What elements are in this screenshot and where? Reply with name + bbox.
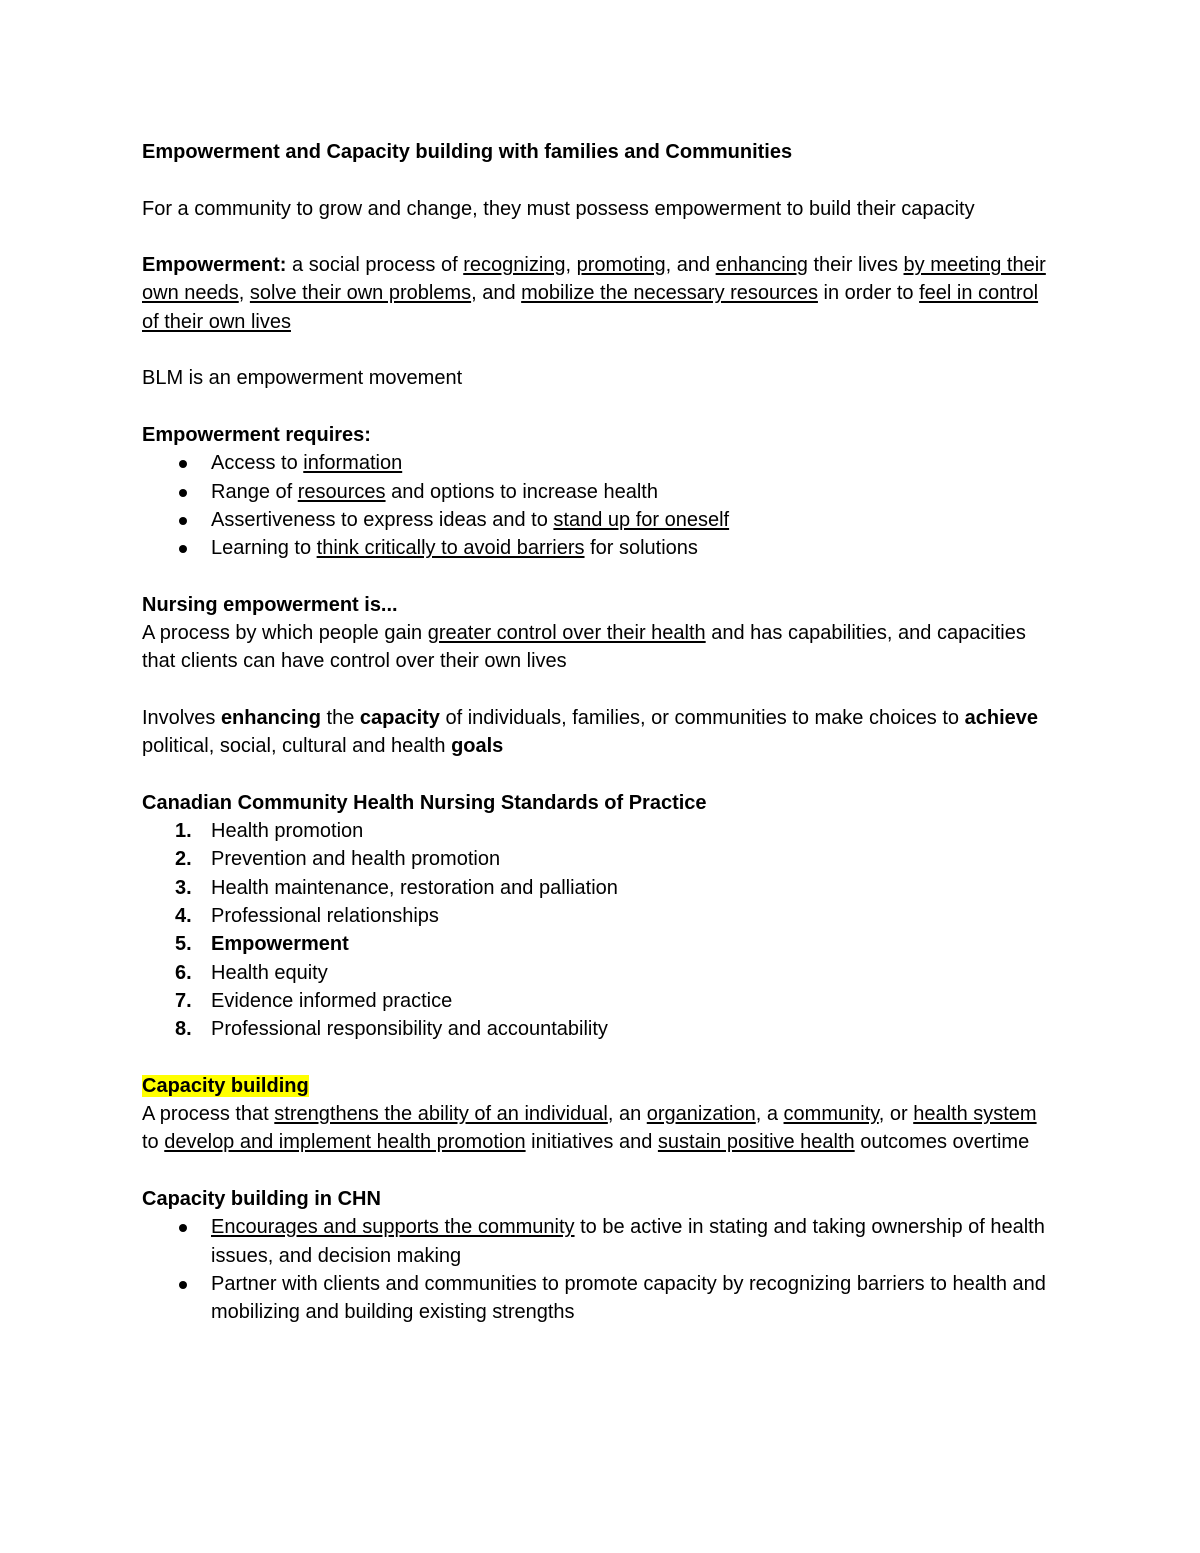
item-number: 1. xyxy=(175,820,192,843)
def-text: , and xyxy=(665,254,716,277)
para-underlined: greater control over their health xyxy=(427,622,706,645)
def-text: , xyxy=(565,254,577,277)
document-title: Empowerment and Capacity building with families and Communities xyxy=(142,141,793,163)
para-bold: capacity xyxy=(359,706,440,729)
spacer xyxy=(142,393,1052,421)
para-text: , a xyxy=(755,1103,784,1126)
item-text: to be active in stating and taking ownership of health issues, and decision making xyxy=(211,1216,1045,1267)
def-text: a social process of xyxy=(286,254,464,277)
item-underlined: Encourages and supports the community xyxy=(211,1216,575,1239)
para-underlined: strengthens the ability of an individual xyxy=(274,1103,608,1126)
spacer xyxy=(142,1157,1052,1185)
list-item xyxy=(142,902,1052,930)
list-item xyxy=(142,478,1052,506)
item-text: Assertiveness to express ideas and to xyxy=(211,508,554,531)
item-number: 7. xyxy=(175,989,192,1012)
item-underlined: think critically to avoid barriers xyxy=(316,537,585,560)
highlighted-heading: Capacity building xyxy=(142,1074,309,1097)
spacer xyxy=(142,223,1052,251)
chn-list xyxy=(142,1213,1052,1326)
list-item xyxy=(142,987,1052,1015)
para-underlined: health system xyxy=(913,1103,1037,1126)
chn-heading: Capacity building in CHN xyxy=(142,1187,381,1210)
item-text: and options to increase health xyxy=(385,480,658,503)
requires-list xyxy=(142,449,1052,562)
item-number: 8. xyxy=(175,1018,192,1041)
list-item xyxy=(142,817,1052,845)
item-number: 3. xyxy=(175,876,192,899)
capacity-paragraph xyxy=(142,1100,1052,1157)
list-item xyxy=(142,534,1052,562)
para-text: of individuals, families, or communities to make choices to xyxy=(439,706,965,729)
standards-heading: Canadian Community Health Nursing Standards of Practice xyxy=(142,791,707,814)
item-text: Range of xyxy=(211,480,298,503)
item-underlined: stand up for oneself xyxy=(553,508,730,531)
item-label: Prevention and health promotion xyxy=(211,848,501,871)
para-text: and has capabilities, and capacities that clients can have control over their own lives xyxy=(142,622,1026,673)
para-text: , an xyxy=(607,1103,647,1126)
spacer xyxy=(142,336,1052,364)
list-item xyxy=(142,449,1052,477)
para-text: outcomes overtime xyxy=(854,1131,1030,1154)
list-item xyxy=(142,1213,1052,1270)
item-label: Evidence informed practice xyxy=(211,989,453,1012)
spacer xyxy=(142,1044,1052,1072)
para-text: Involves xyxy=(142,706,221,729)
spacer xyxy=(142,166,1052,194)
spacer xyxy=(142,761,1052,789)
item-number: 6. xyxy=(175,961,192,984)
list-item xyxy=(142,845,1052,873)
list-item xyxy=(142,874,1052,902)
def-text: , xyxy=(238,282,250,305)
para-text: A process by which people gain xyxy=(142,622,428,645)
list-item xyxy=(142,959,1052,987)
para-text: the xyxy=(320,706,360,729)
item-label: Professional responsibility and accountability xyxy=(211,1018,608,1041)
blm-paragraph: BLM is an empowerment movement xyxy=(142,367,463,390)
def-underlined: recognizing xyxy=(463,254,566,277)
empowerment-definition xyxy=(142,251,1052,336)
nursing-paragraph xyxy=(142,619,1052,676)
item-text: Access to xyxy=(211,452,304,475)
list-item xyxy=(142,506,1052,534)
def-underlined: by meeting their own needs xyxy=(142,254,1046,305)
def-underlined: mobilize the necessary resources xyxy=(521,282,818,305)
nursing-heading: Nursing empowerment is... xyxy=(142,593,398,616)
def-underlined: enhancing xyxy=(715,254,808,277)
def-text: in order to xyxy=(817,282,920,305)
para-bold: goals xyxy=(451,735,504,758)
para-bold: achieve xyxy=(964,706,1038,729)
item-number: 2. xyxy=(175,848,192,871)
spacer xyxy=(142,562,1052,590)
item-text: for solutions xyxy=(584,537,698,560)
spacer xyxy=(142,676,1052,704)
item-underlined: information xyxy=(303,452,403,475)
para-text: , or xyxy=(878,1103,914,1126)
para-text: to xyxy=(142,1131,165,1154)
item-label: Health equity xyxy=(211,961,328,984)
empowerment-term: Empowerment: xyxy=(142,254,287,277)
requires-heading: Empowerment requires: xyxy=(142,423,371,446)
intro-paragraph: For a community to grow and change, they must possess empowerment to build their capacity xyxy=(142,197,975,220)
standards-list xyxy=(142,817,1052,1043)
document-page xyxy=(142,138,1052,1326)
list-item xyxy=(142,930,1052,958)
def-underlined: solve their own problems xyxy=(249,282,472,305)
para-underlined: sustain positive health xyxy=(657,1131,855,1154)
item-number: 5. xyxy=(175,933,192,956)
def-text: , and xyxy=(471,282,522,305)
list-item xyxy=(142,1270,1052,1327)
list-item xyxy=(142,1015,1052,1043)
para-underlined: develop and implement health promotion xyxy=(164,1131,526,1154)
item-number: 4. xyxy=(175,905,192,928)
item-label: Empowerment xyxy=(211,933,349,956)
item-label: Professional relationships xyxy=(211,905,439,928)
item-label: Health maintenance, restoration and palliation xyxy=(211,876,618,899)
def-underlined: promoting xyxy=(576,254,666,277)
item-label: Health promotion xyxy=(211,820,364,843)
para-bold: enhancing xyxy=(220,706,321,729)
item-text: Learning to xyxy=(211,537,317,560)
para-text: A process that xyxy=(142,1103,275,1126)
para-text: initiatives and xyxy=(525,1131,658,1154)
involves-paragraph xyxy=(142,704,1052,761)
def-underlined: feel in control of their own lives xyxy=(142,282,1039,333)
item-underlined: resources xyxy=(297,480,386,503)
capacity-heading xyxy=(142,1072,1052,1100)
para-underlined: community xyxy=(783,1103,879,1126)
para-underlined: organization xyxy=(646,1103,756,1126)
para-text: political, social, cultural and health xyxy=(142,735,452,758)
item-text: Partner with clients and communities to promote capacity by recognizing barriers to health and mobilizing and building existing strengths xyxy=(211,1272,1046,1324)
def-text: their lives xyxy=(807,254,904,277)
